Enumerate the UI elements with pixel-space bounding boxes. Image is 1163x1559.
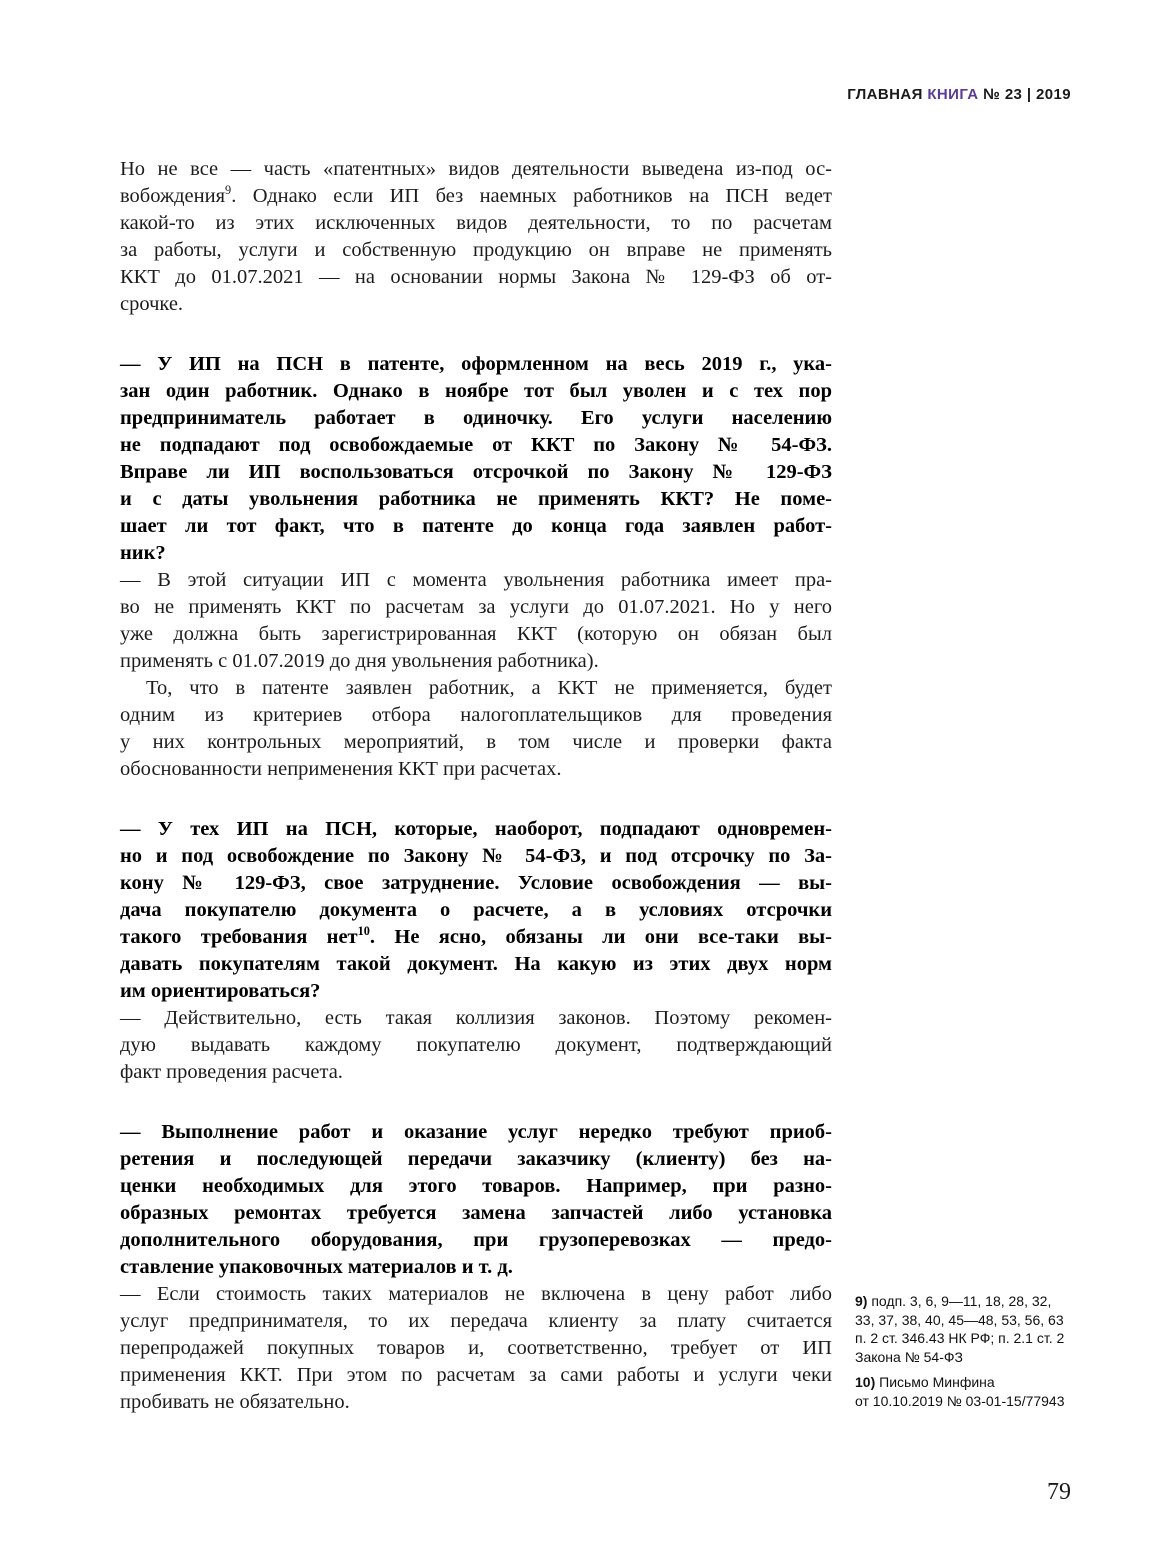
text-line: зан один работник. Однако в ноябре тот был уволен и с тех пор [120,380,832,402]
footnote-line: 33, 37, 38, 40, 45—48, 53, 56, 63 [855,1311,1064,1328]
footnote [855,1373,1100,1410]
text-line: — У ИП на ПСН в патенте, оформленном на весь 2019 г., ука- [120,353,832,375]
footnote [855,1292,1100,1366]
text-line: факт проведения расчета. [120,1061,343,1083]
text-line: давать покупателям такой документ. На какую из этих двух норм [120,953,832,975]
text-line: кону № 129-ФЗ, свое затруднение. Условие освобождения — вы- [120,872,832,894]
text-line: ККТ до 01.07.2021 — на основании нормы Закона № 129-ФЗ об от- [120,266,832,288]
article-body [120,156,832,1416]
text-paragraph [120,1005,832,1086]
footnote-reference: 10 [357,924,370,939]
text-line: срочке. [120,293,184,315]
text-line: — У тех ИП на ПСН, которые, наоборот, подпадают одновремен- [120,818,832,840]
text-line: услуг предпринимателя, то их передача клиенту за плату считается [120,1310,832,1332]
text-line: вобождения$^9$. Однако если ИП без наемных работников на ПСН ведет [120,183,832,207]
footnote-reference: 9 [225,183,232,198]
text-line: дача покупателю документа о расчете, а в условиях отсрочки [120,899,832,921]
text-line: такого требования нет$^{10}$. Не ясно, обязаны ли они все-таки вы- [120,924,833,948]
footnote-label: 10) [855,1374,880,1390]
text-line: ник? [120,542,166,564]
brand-primary: ГЛАВНАЯ [847,86,923,103]
text-line: во не применять ККТ по расчетам за услуги до 01.07.2021. Но у него [120,596,832,618]
text-line: Вправе ли ИП воспользоваться отсрочкой по Закону № 129-ФЗ [120,461,832,483]
footnote-line: п. 2 ст. 346.43 НК РФ; п. 2.1 ст. 2 [855,1330,1065,1346]
text-paragraph [120,567,832,675]
text-line: но и под освобождение по Закону № 54-ФЗ, и под отсрочку по За- [120,845,832,867]
footnote-line: 9) подп. 3, 6, 9—11, 18, 28, 32, [855,1293,1052,1309]
question-paragraph [120,1119,832,1281]
footnote-line: от 10.10.2019 № 03-01-15/77943 [855,1392,1065,1409]
footnotes-column [855,1292,1100,1410]
text-line: ценки необходимых для этого товаров. Например, при разно- [120,1175,832,1197]
page-header [847,86,1071,103]
text-line: одним из критериев отбора налогоплательщиков для проведения [120,704,832,726]
text-line: — Если стоимость таких материалов не включена в цену работ либо [120,1283,832,1305]
text-line: То, что в патенте заявлен работник, а ККТ не применяется, будет [146,677,832,699]
text-line: и с даты увольнения работника не применять ККТ? Не поме- [120,488,832,510]
text-line: у них контрольных мероприятий, в том числе и проверки факта [120,731,832,753]
question-paragraph [120,351,832,567]
text-line: Но не все — часть «патентных» видов деятельности выведена из-под ос- [120,158,832,180]
text-paragraph [120,675,832,783]
text-line: — Выполнение работ и оказание услуг нередко требуют приоб- [120,1121,832,1143]
text-line: обоснованности неприменения ККТ при расчетах. [120,758,562,780]
text-line: уже должна быть зарегистрированная ККТ (которую он обязан был [120,623,832,645]
text-line: дую выдавать каждому покупателю документ, подтверждающий [120,1034,832,1056]
text-line: ретения и последующей передачи заказчику (клиенту) без на- [120,1148,832,1170]
text-paragraph [120,1281,832,1416]
text-line: им ориентироваться? [120,980,321,1002]
text-line: пробивать не обязательно. [120,1391,350,1413]
footnote-line: 10) Письмо Минфина [855,1374,995,1390]
text-line: — В этой ситуации ИП с момента увольнения работника имеет пра- [120,569,832,591]
text-line: не подпадают под освобождаемые от ККТ по Закону № 54-ФЗ. [120,434,832,456]
text-line: за работы, услуги и собственную продукцию он вправе не применять [120,239,832,261]
text-line: применения ККТ. При этом по расчетам за сами работы и услуги чеки [120,1364,832,1386]
footnote-line: Закона № 54-ФЗ [855,1348,963,1365]
brand-secondary: КНИГА [927,86,979,103]
question-paragraph [120,816,832,1005]
text-line: дополнительного оборудования, при грузоперевозках — предо- [120,1229,832,1251]
text-line: применять с 01.07.2019 до дня увольнения работника). [120,650,599,672]
text-line: какой-то из этих исключенных видов деятельности, то по расчетам [120,212,832,234]
footnote-label: 9) [855,1293,872,1309]
text-line: ставление упаковочных материалов и т. д. [120,1256,513,1278]
text-line: образных ремонтах требуется замена запчастей либо установка [120,1202,832,1224]
text-line: предприниматель работает в одиночку. Его услуги населению [120,407,832,429]
text-line: шает ли тот факт, что в патенте до конца года заявлен работ- [120,515,832,537]
text-line: перепродажей покупных товаров и, соответственно, требует от ИП [120,1337,832,1359]
text-paragraph [120,156,832,318]
page-number: 79 [1047,1479,1071,1505]
text-line: — Действительно, есть такая коллизия законов. Поэтому рекомен- [120,1007,832,1029]
issue-number: № 23 | 2019 [983,86,1071,103]
